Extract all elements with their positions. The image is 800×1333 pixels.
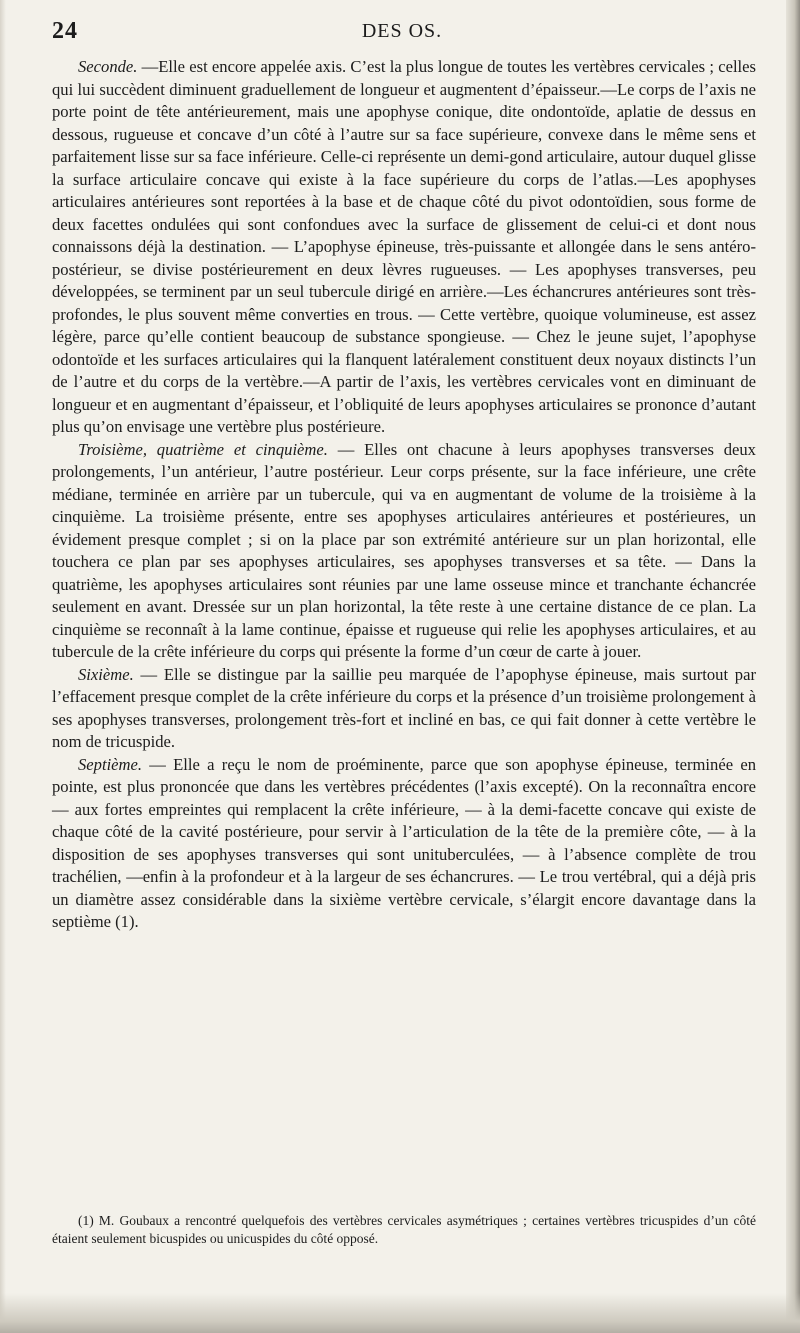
running-head: DES OS. <box>361 20 443 42</box>
page-edge-right <box>786 0 800 1333</box>
footnote-text: (1) M. Goubaux a rencontré quelquefois des vertèbres cervicales asymétriques ; certaines vertèbres tricuspides d’un côté étaient seulement bicuspides ou unicuspides du côté opposé. <box>52 1213 756 1246</box>
paragraph-troisieme <box>52 439 756 664</box>
paragraph-lead: Sixième. <box>78 664 134 684</box>
paragraph-lead: Septième. <box>78 754 143 774</box>
paragraph-body: —Elle est encore appelée axis. C’est la plus longue de toutes les vertèbres cervicales ; celles qui lui succèdent diminuent graduellement de longueur et augmentent d’épaisseur.—Le corps de l’axis ne porte point de tête antérieurement, mais une apophyse conique, dite ondontoïde, aplatie de dessus en dessous, rugueuse et concave d’un côté à l’autre sur sa face supérieure, convexe dans le même sens et parfaitement lisse sur sa face inférieure. Celle-ci représente un demi-gond articulaire, autour duquel glisse la surface articulaire concave qui existe à la face supérieure du corps de l’atlas.—Les apophyses articulaires antérieures sont reportées à la base et de chaque côté du pivot odontoïdien, sous forme de deux facettes ondulées qui sont confondues avec la surface de glissement de celui-ci et dont nous connaissons déjà la destination. — L’apophyse épineuse, très-puissante et allongée dans le sens antéro-postérieur, se divise postérieurement en deux lèvres rugueuses. — Les apophyses transverses, peu développées, se terminent par un seul tubercule dirigé en arrière.—Les échancrures antérieures sont très-profondes, le plus souvent même converties en trous. — Cette vertèbre, quoique volumineuse, est assez légère, parce qu’elle contient beaucoup de substance spongieuse. — Chez le jeune sujet, l’apophyse odontoïde et les surfaces articulaires qui la flanquent latéralement constituent deux noyaux distincts l’un de l’autre et du corps de la vertèbre.—A partir de l’axis, les vertèbres cervicales vont en diminuant de longueur et en augmentant d’épaisseur, et l’obliquité de leurs apophyses articulaires se prononce d’autant plus qu’on envisage une vertèbre plus postérieure. <box>52 57 756 436</box>
body-text <box>52 56 756 934</box>
paragraph-septieme <box>52 754 756 934</box>
page-edge-bottom <box>0 1293 800 1333</box>
paragraph-body: — Elle a reçu le nom de proéminente, parce que son apophyse épineuse, terminée en pointe, est plus prononcée que dans les vertèbres précédentes (l’axis excepté). On la reconnaîtra encore — aux fortes empreintes qui remplacent la crête inférieure, — à la demi-facette concave qui existe de chaque côté de la cavité postérieure, pour servir à l’articulation de la tête de la première côte, — à la disposition de ses apophyses transverses qui sont unituberculées, — à l’absence complète de trou trachélien, —enfin à la profondeur et à la largeur de ses échancrures. — Le trou vertébral, qui a déjà pris un diamètre assez considérable dans la sixième vertèbre cervicale, s’élargit encore davantage dans la septième (1). <box>52 754 756 931</box>
paragraph-body: — Elle se distingue par la saillie peu marquée de l’apophyse épineuse, mais surtout par l’effacement presque complet de la crête inférieure du corps et la présence d’un troisième prolongement à ses apophyses transverses, prolongement très-fort et incliné en bas, ce qui fait donner à cette vertèbre le nom de tricuspide. <box>52 664 756 751</box>
paragraph-body: — Elles ont chacune à leurs apophyses transverses deux prolongements, l’un antérieur, l’autre postérieur. Leur corps présente, sur la face inférieure, une crête médiane, terminée en arrière par un tubercule, qui va en augmentant de volume de la troisième à la cinquième. La troisième présente, entre ses apophyses articulaires antérieures et postérieures, un évidement presque complet ; si on la place par son extrémité antérieure sur un plan horizontal, elle touchera ce plan par ses apophyses articulaires, ses apophyses transverses et sa tête. — Dans la quatrième, les apophyses articulaires sont réunies par une lame osseuse mince et tranchante échancrée seulement en avant. Dressée sur un plan horizontal, la tête reste à une certaine distance de ce plan. La cinquième se reconnaît à la lame continue, épaisse et rugueuse qui relie les apophyses articulaires, et au tubercule de la crête inférieure du corps qui présente la forme d’un cœur de carte à jouer. <box>52 439 756 661</box>
paragraph-lead: Seconde. <box>78 57 138 76</box>
page-edge-left <box>0 0 6 1333</box>
paragraph-lead: Troisième, quatrième et cinquième. <box>78 439 328 459</box>
page-header <box>52 18 752 48</box>
page-number: 24 <box>52 18 78 44</box>
footnote <box>52 1212 756 1248</box>
paragraph-seconde <box>52 56 756 439</box>
paragraph-sixieme <box>52 664 756 754</box>
